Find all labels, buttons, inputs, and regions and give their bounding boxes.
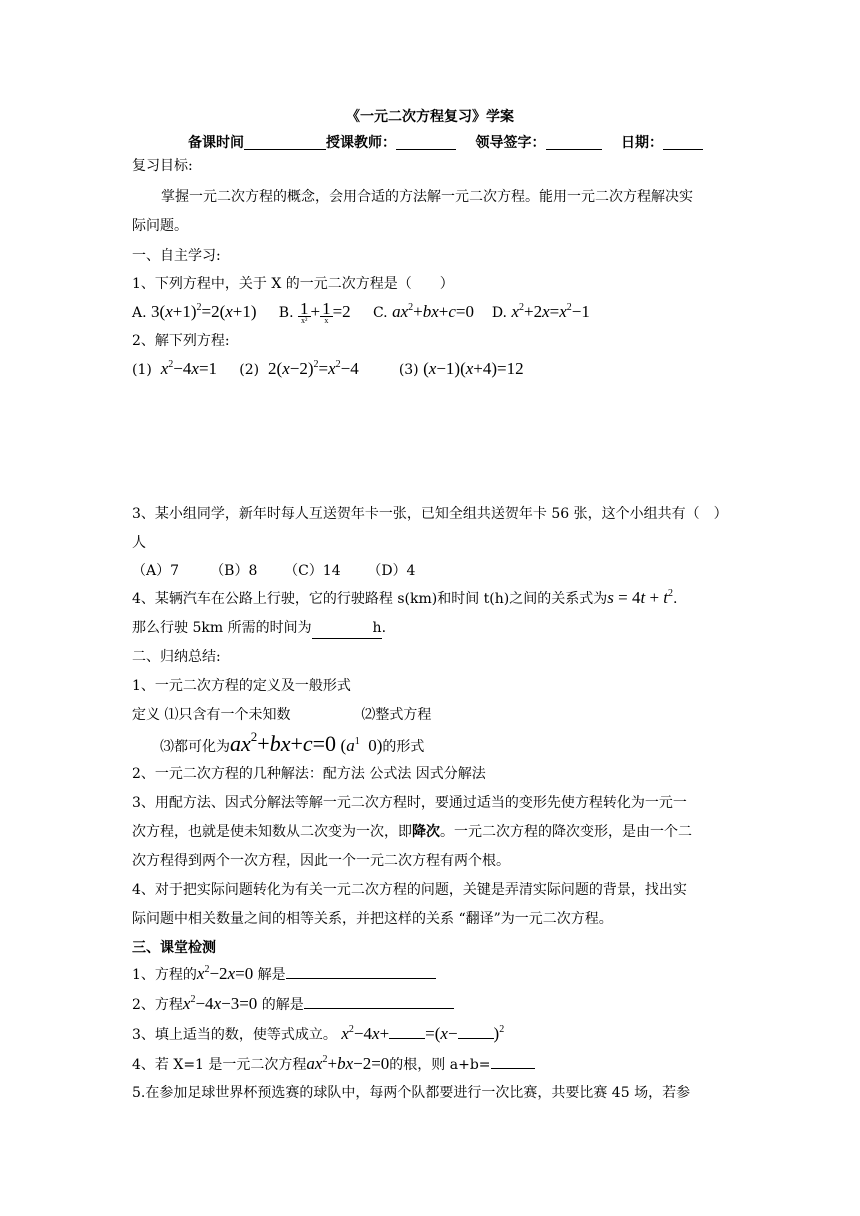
summary-3-line-1: 3、用配方法、因式分解法等解一元二次方程时，要通过适当的变形先使方程转化为一元一	[132, 795, 687, 811]
check-2-equation: $x^2-4x-3=0$	[182, 994, 258, 1013]
q3-option-a: （A）7	[132, 563, 180, 579]
check-2	[132, 992, 454, 1016]
definition-line	[132, 705, 431, 725]
definition-label: 定义	[132, 707, 160, 723]
option-b-frac-1: $\frac{1}{\text{x²}}$	[300, 298, 309, 325]
eq-2-label: (2)	[239, 362, 260, 378]
summary-2: 2、一元二次方程的几种解法：配方法 公式法 因式分解法	[132, 766, 486, 782]
option-b-frac-2: $\frac{1}{x}$	[322, 298, 331, 325]
question-4-formula: $s = 4t + t^2$	[607, 588, 674, 607]
option-d-label: D.	[491, 305, 507, 321]
check-2-text-2: 的解是	[261, 997, 304, 1013]
question-1: 1、下列方程中，关于 X 的一元二次方程是（ ）	[132, 276, 454, 292]
q3-option-b: （B）8	[210, 563, 258, 579]
eq-1: $x^2-4x=1$	[160, 359, 218, 378]
goals-text-1: 掌握一元二次方程的概念，会用合适的方法解一元二次方程。能用一元二次方程解决实	[161, 189, 693, 205]
question-3-line-2: 人	[132, 535, 146, 551]
summary-4-line-2: 际问题中相关数量之间的相等关系，并把这样的关系 “翻译”为一元二次方程。	[132, 911, 613, 927]
definition-3-text: ⑶都可化为	[160, 739, 230, 755]
definition-1: ⑴只含有一个未知数	[164, 707, 291, 723]
summary-3-text: 次方程，也就是使未知数从二次变为一次，即	[132, 824, 412, 840]
summary-3-line-2	[132, 822, 692, 842]
check-3	[132, 1022, 504, 1046]
check-5: 5.在参加足球世界杯预选赛的球队中，每两个队都要进行一次比赛，共要比赛 45 场，若参	[132, 1085, 691, 1101]
summary-4-line-1: 4、对于把实际问题转化为有关一元二次方程的问题，关键是弄清实际问题的背景，找出实	[132, 882, 687, 898]
check-2-blank	[304, 994, 454, 1009]
part1-heading: 一、自主学习:	[132, 248, 221, 264]
summary-3-bold: 降次	[412, 824, 440, 840]
general-form-equation: $ax^2+bx+c=0$	[230, 729, 337, 756]
check-4-text-2: 的根，则 a+b=	[389, 1057, 491, 1073]
summary-3-text-2: 。一元二次方程的降次变形，是由一个二	[440, 824, 692, 840]
date-blank	[663, 135, 703, 150]
check-2-text: 2、方程	[132, 997, 183, 1013]
summary-3-line-3: 次方程得到两个一次方程，因此一个一元二次方程有两个根。	[132, 853, 510, 869]
option-d-equation: $x^2+2x=x^2-1$	[511, 302, 590, 321]
option-a-equation: $3(x+1)^2=2(x+1)$	[151, 302, 257, 321]
question-4-line-1: 4、某辆汽车在公路上行驶，它的行驶路程 s(km)和时间 t(h)之间的关系式为$s = 4t + t^2$.	[132, 588, 678, 607]
definition-2: ⑵整式方程	[361, 707, 432, 723]
question-2: 2、解下列方程:	[132, 333, 230, 349]
option-c-equation: $ax^2+bx+c=0$	[392, 302, 474, 321]
question-1-options: A. $3(x+1)^2=2(x+1)$ B. $\frac{1}{\text{x²}}$ + $\frac{1}{x}$ =2 C. $ax^2+bx+c=0$ D. $x^2+2x=x^2-1$	[132, 298, 590, 325]
check-1-blank	[286, 964, 436, 979]
q3-option-c: （C）14	[284, 563, 341, 579]
date-label: 日期：	[621, 135, 663, 151]
definition-3-suffix: 的形式	[382, 739, 425, 755]
option-a-label: A.	[132, 305, 147, 321]
leader-sign-label: 领导签字：	[475, 135, 546, 151]
part2-heading: 二、归纳总结:	[132, 649, 221, 665]
check-3-equation: $x^2-4x+ =(x- )^2$	[341, 1024, 505, 1043]
check-1-equation: $x^2-2x=0$	[196, 964, 254, 983]
question-4-text-2: 那么行驶 5km 所需的时间为	[132, 620, 312, 636]
option-c-label: C.	[372, 305, 388, 321]
question-4-answer-blank	[312, 618, 382, 639]
general-form-condition: ($a^1$ 0)	[340, 736, 383, 755]
check-1	[132, 962, 436, 986]
question-4-unit: h	[372, 620, 382, 636]
check-4-blank	[491, 1054, 535, 1069]
check-1-text-2: 解是	[257, 967, 286, 983]
eq-3: (x−1)(x+4)=12	[423, 359, 524, 378]
prep-time-blank	[244, 135, 326, 150]
question-3-options	[132, 561, 415, 581]
question-2-equations	[132, 356, 524, 382]
prep-time-label: 备课时间	[188, 135, 244, 151]
check-4-text: 4、若 X=1 是一元二次方程	[132, 1057, 307, 1073]
eq-2: $2(x-2)^2=x^2-4$	[268, 359, 359, 378]
check-4	[132, 1052, 535, 1076]
eq-3-label: (3)	[398, 362, 419, 378]
summary-1: 1、一元二次方程的定义及一般形式	[132, 678, 351, 694]
question-4-period: .	[381, 620, 387, 636]
eq-1-label: (1)	[132, 362, 152, 378]
leader-sign-blank	[546, 135, 602, 150]
goals-heading: 复习目标:	[132, 158, 193, 174]
check-4-equation: $ax^2+bx-2=0$	[306, 1054, 390, 1073]
q3-option-d: （D）4	[367, 563, 416, 579]
definition-3	[160, 728, 424, 760]
goals-text-2: 际问题。	[132, 218, 188, 234]
question-4-line-2	[132, 618, 386, 639]
header-row	[188, 132, 703, 152]
teacher-label: 授课教师：	[326, 135, 396, 151]
teacher-blank	[396, 135, 456, 150]
check-1-text: 1、方程的	[132, 967, 197, 983]
option-b-label: B.	[278, 305, 294, 321]
question-4-text: 4、某辆汽车在公路上行驶，它的行驶路程 s(km)和时间 t(h)之间的关系式为	[132, 591, 608, 607]
part3-heading: 三、课堂检测	[132, 940, 216, 956]
document-title: 《一元二次方程复习》学案	[346, 109, 514, 125]
check-3-text: 3、填上适当的数，使等式成立。	[132, 1027, 337, 1043]
question-3-line-1: 3、某小组同学，新年时每人互送贺年卡一张，已知全组共送贺年卡 56 张，这个小组共有（ ）	[132, 506, 728, 522]
